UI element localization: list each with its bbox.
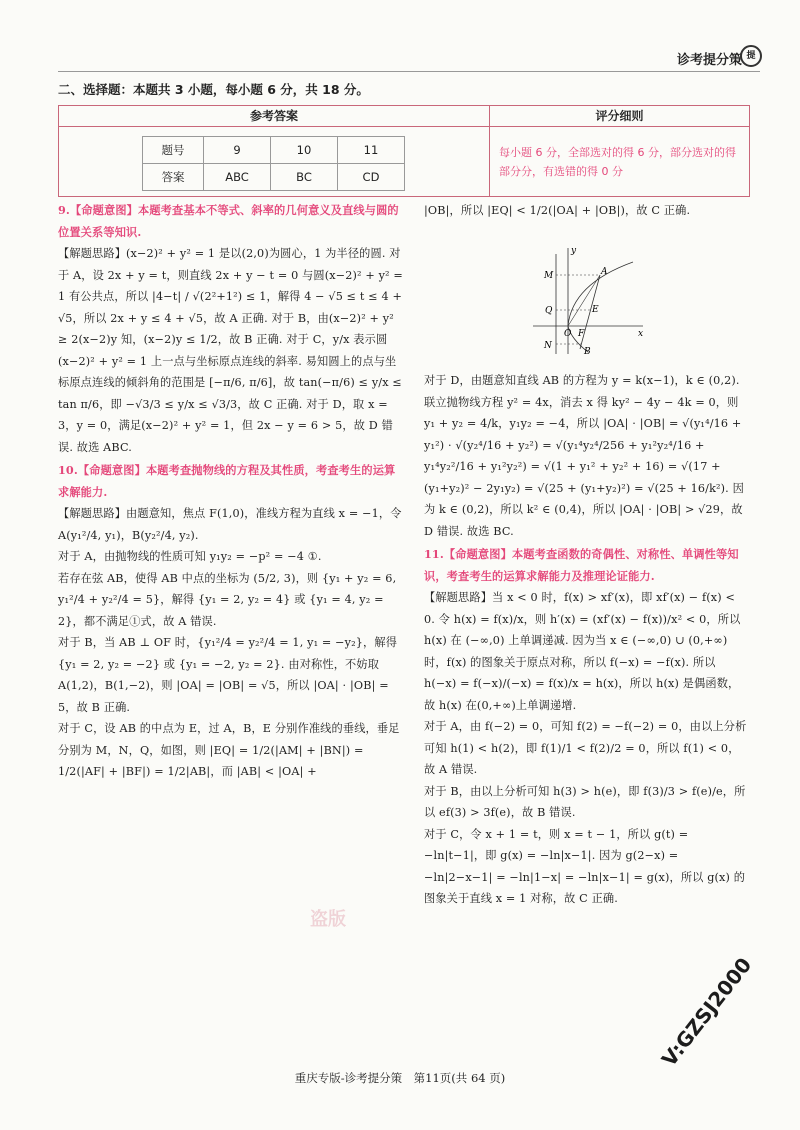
table-cell: 答案 (143, 164, 204, 191)
brand-logo-icon: 提 (740, 45, 762, 67)
q9-solution: 【解题思路】(x−2)² + y² = 1 是以(2,0)为圆心，1 为半径的圆. 对于 A，设 2x + y = t，则直线 2x + y − t = 0 与圆(x−2)² + y² = 1 有公共点，所以 |4−t| / √(2²+1²) ≤ 1，解得 4 − √5 ≤ t ≤ 4 + √5，所以 2x + y ≤ 4 + √5，故 A 正确. 对于 B，由(x−2)² + y² ≥ 2(x−2)y 知，(x−2)y ≤ 1/2，故 B 正确. 对于 C，y/x 表示圆(x−2)² + y² = 1 上一点与坐标原点连线的斜率. 易知圆上的点与坐标原点连线的倾斜角的范围是 [−π/6, π/6]，故 tan(−π/6) ≤ y/x ≤ tan π/6，即 −√3/3 ≤ y/x ≤ √3/3，故 C 正确. 对于 D，取 x = 3，y = 0，满足(x−2)² + y² = 1，但 2x − y = 6 > 5，故 D 错误. 故选 ABC. (58, 247, 403, 454)
q10-option-b: 对于 B，当 AB ⊥ OF 时，{y₁²/4 = y₂²/4 = 1, y₁ = −y₂}，解得 {y₁ = 2, y₂ = −2} 或 {y₁ = −2, y₂ = 2}. 由对称性，不妨取 A(1,2)，B(1,−2)，则 |OA| = |OB| = √5，所以 |OA| · |OB| = 5，故 B 正确. (58, 636, 398, 714)
table-cell: CD (338, 164, 405, 191)
q10-option-d: 对于 D，由题意知直线 AB 的方程为 y = k(x−1)，k ∈ (0,2). 联立抛物线方程 y² = 4x，消去 x 得 ky² − 4y − 4k = 0，则 y₁ + y₂ = 4/k，y₁y₂ = −4，所以 |OA| · |OB| = √(y₁⁴/16 + y₁²) · √(y₂⁴/16 + y₂²) = √(y₁⁴y₂⁴/256 + y₁²y₂⁴/16 + y₁⁴y₂²/16 + y₁²y₂²) = √(1 + y₁² + y₂² + 16) = √(17 + (y₁+y₂)² − 2y₁y₂) = √(25 + (y₁+y₂)²) = √(25 + 16/k²). 因为 k ∈ (0,2)，所以 k² ∈ (0,4)，所以 |OA| · |OB| > √29，故 D 错误. 故选 BC. (424, 374, 744, 538)
score-rules-header: 评分细则 (490, 106, 749, 127)
segment-oa (568, 275, 600, 326)
right-column-top (424, 200, 749, 222)
q9-intent: 9.【命题意图】本题考查基本不等式、斜率的几何意义及直线与圆的位置关系等知识. (58, 203, 399, 239)
reference-answer-panel (59, 106, 490, 196)
graph-label: A (601, 267, 608, 277)
table-cell: 题号 (143, 137, 204, 164)
reference-answer-header: 参考答案 (59, 106, 489, 127)
table-row (143, 137, 405, 164)
table-row (143, 164, 405, 191)
graph-label: N (544, 341, 552, 351)
watermark-text: V:GZSJ2000 (656, 952, 757, 1072)
table-cell: 11 (338, 137, 405, 164)
page-footer: 重庆专版-诊考提分策 第11页(共 64 页) (294, 1071, 506, 1085)
graph-label: B (584, 347, 591, 357)
answer-box (58, 105, 750, 197)
piracy-stamp: 盗版 (310, 909, 346, 930)
header-divider (58, 71, 760, 72)
brand-title: 诊考提分策 (676, 53, 742, 68)
table-cell: 9 (204, 137, 271, 164)
graph-label: M (544, 271, 554, 281)
graph-label: F (578, 329, 585, 339)
graph-label: y (571, 246, 577, 256)
section-title: 二、选择题：本题共 3 小题，每小题 6 分，共 18 分。 (58, 82, 369, 97)
q10-option-c-cont: |OB|，所以 |EQ| < 1/2(|OA| + |OB|)，故 C 正确. (424, 204, 691, 217)
right-column-bottom (424, 370, 749, 910)
q10-solution-intro: 【解题思路】由题意知，焦点 F(1,0)，准线方程为直线 x = −1，令 A(y₁²/4, y₁)，B(y₂²/4, y₂). (58, 507, 402, 542)
graph-label: E (592, 305, 599, 315)
q11-option-b: 对于 B，由以上分析可知 h(3) > h(e)，即 f(3)/3 > f(e)/e，所以 ef(3) > 3f(e)，故 B 错误. (424, 784, 746, 819)
q11-option-a: 对于 A，由 f(−2) = 0，可知 f(2) = −f(−2) = 0，由以上分析可知 h(1) < h(2)，即 f(1)/1 < f(2)/2 = 0，所以 f(1) < 0，故 A 错误. (424, 720, 747, 776)
parabola-figure (528, 244, 648, 359)
table-cell: 10 (271, 137, 338, 164)
graph-label: Q (545, 306, 553, 316)
q11-option-c: 对于 C，令 x + 1 = t，则 x = t − 1，所以 g(t) = −ln|t−1|，即 g(x) = −ln|x−1|. 因为 g(2−x) = −ln|2−x−1| = −ln|1−x| = −ln|x−1| = g(x)，所以 g(x) 的图象关于直线 x = 1 对称，故 C 正确. (424, 827, 746, 905)
graph-label: x (638, 329, 644, 339)
q11-intent: 11.【命题意图】本题考查函数的奇偶性、对称性、单调性等知识，考查考生的运算求解能力及推理论证能力. (424, 547, 739, 583)
answer-table (142, 136, 405, 191)
q11-solution: 【解题思路】当 x < 0 时，f(x) > xf′(x)，即 xf′(x) − f(x) < 0. 令 h(x) = f(x)/x，则 h′(x) = (xf′(x) − f(x))/x² < 0，所以 h(x) 在 (−∞,0) 上单调递减. 因为当 x ∈ (−∞,0) ∪ (0,+∞) 时，f(x) 的图象关于原点对称，所以 f(−x) = −f(x). 所以 h(−x) = f(−x)/(−x) = f(x)/x = h(x)，所以 h(x) 是偶函数，故 h(x) 在(0,+∞)上单调递增. (424, 591, 741, 712)
q10-option-a-cont: 若存在弦 AB，使得 AB 中点的坐标为 (5/2, 3)，则 {y₁ + y₂ = 6, y₁²/4 + y₂²/4 = 5}，解得 {y₁ = 2, y₂ = 4} 或 {y₁ = 4, y₂ = 2}，都不满足①式，故 A 错误. (58, 571, 397, 628)
q10-option-a: 对于 A，由抛物线的性质可知 y₁y₂ = −p² = −4 ①. (58, 550, 322, 563)
q10-intent: 10.【命题意图】本题考查抛物线的方程及其性质，考查考生的运算求解能力. (58, 463, 396, 499)
table-cell: BC (271, 164, 338, 191)
q10-option-c: 对于 C，设 AB 的中点为 E，过 A，B，E 分别作准线的垂线，垂足分别为 M，N，Q，如图，则 |EQ| = 1/2(|AM| + |BN|) = 1/2(|AF| + |BF|) = 1/2|AB|，而 |AB| < |OA| + (58, 722, 400, 778)
table-cell: ABC (204, 164, 271, 191)
graph-label: O (564, 329, 572, 339)
left-column (58, 200, 403, 783)
score-rules-text: 每小题 6 分，全部选对的得 6 分，部分选对的得部分分，有选错的得 0 分 (499, 146, 736, 178)
